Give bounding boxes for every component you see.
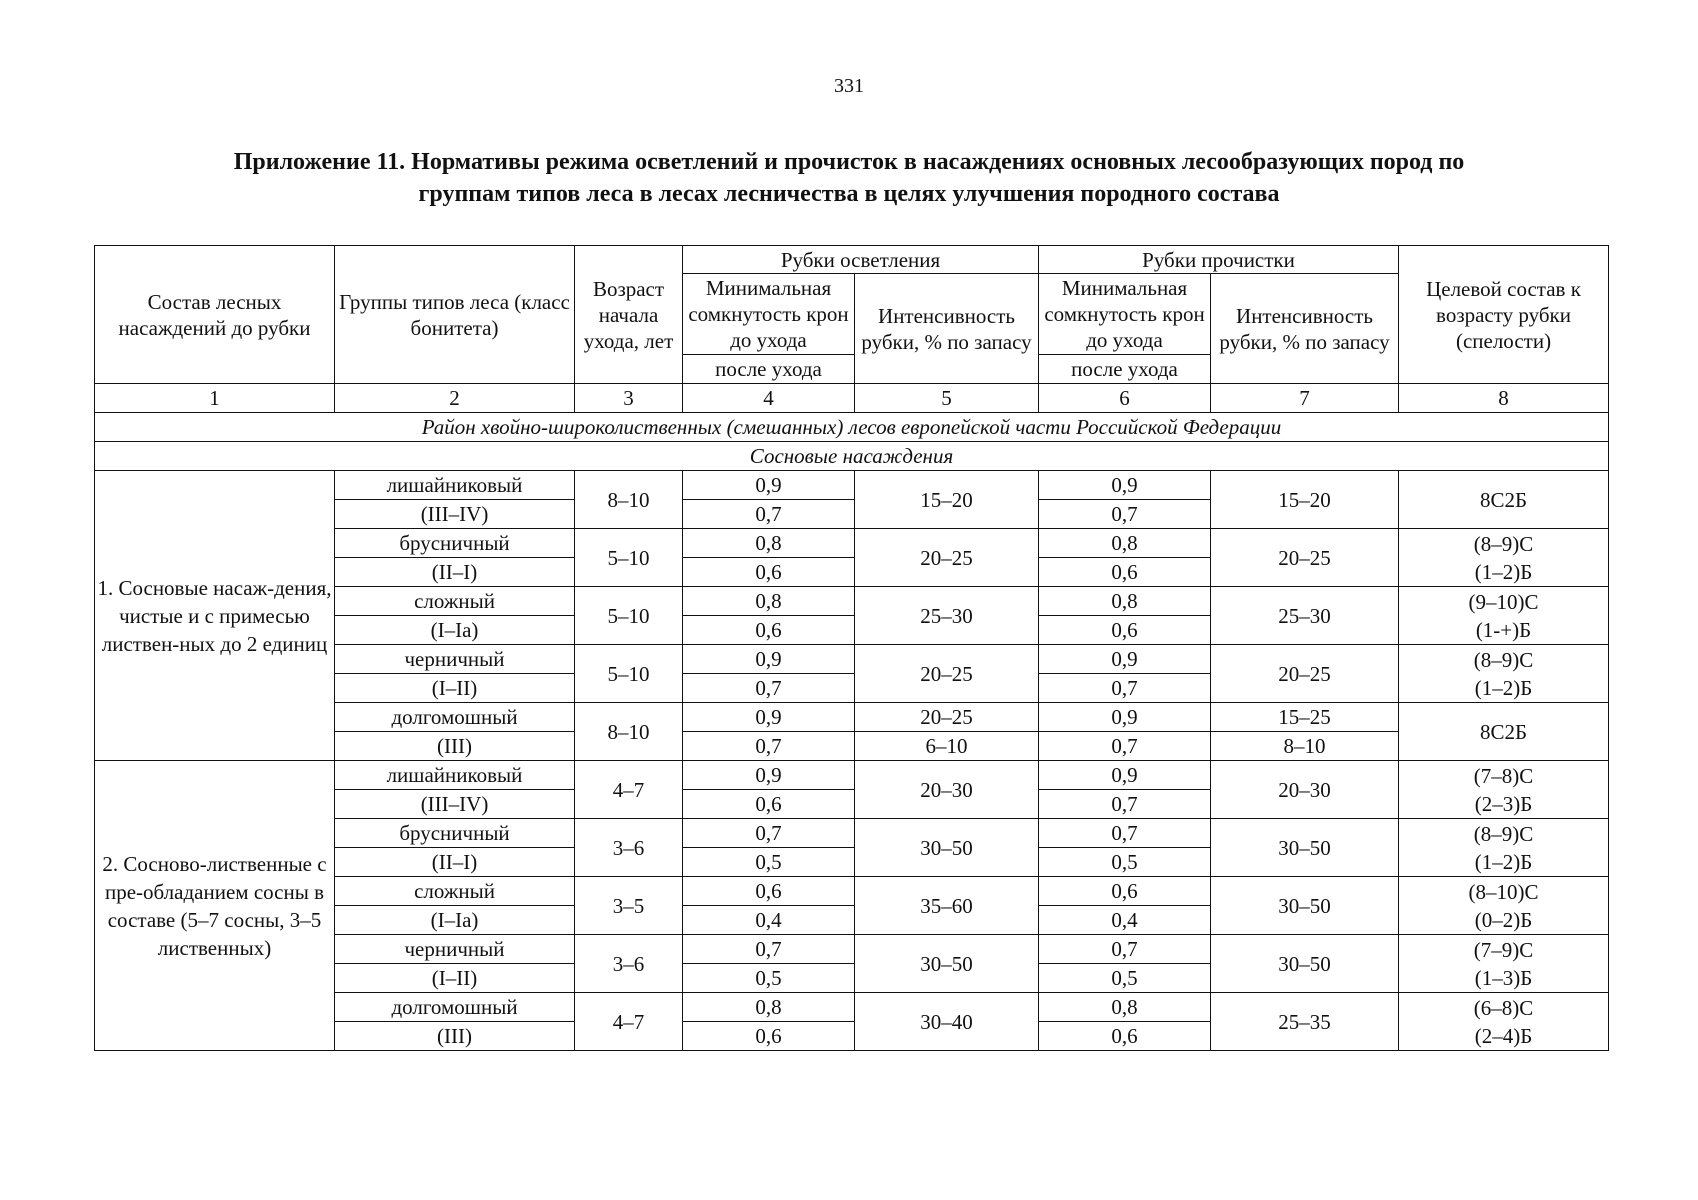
closure-after-osvetlenie: 0,6 bbox=[683, 616, 855, 645]
col-number: 5 bbox=[855, 384, 1039, 413]
intensity-prochistka-2: 8–10 bbox=[1211, 732, 1399, 761]
intensity-prochistka: 30–50 bbox=[1211, 819, 1399, 877]
closure-before-prochistka: 0,9 bbox=[1039, 761, 1211, 790]
target-line-1: (9–10)С bbox=[1468, 589, 1539, 614]
header-col2: Группы типов леса (класс бонитета) bbox=[335, 246, 575, 384]
intensity-osvetlenie: 35–60 bbox=[855, 877, 1039, 935]
header-min-closure-2: Минимальная сомкнутость крон до ухода bbox=[1039, 274, 1211, 355]
col-number: 8 bbox=[1399, 384, 1609, 413]
header-osvetlenie: Рубки осветления bbox=[683, 246, 1039, 274]
start-age: 5–10 bbox=[575, 587, 683, 645]
table-header bbox=[95, 246, 1609, 413]
closure-after-prochistka: 0,6 bbox=[1039, 616, 1211, 645]
document-title bbox=[60, 146, 1638, 210]
closure-after-osvetlenie: 0,5 bbox=[683, 848, 855, 877]
intensity-prochistka: 20–25 bbox=[1211, 645, 1399, 703]
intensity-osvetlenie-2: 6–10 bbox=[855, 732, 1039, 761]
target-line-2: (1-+)Б bbox=[1475, 617, 1532, 642]
start-age: 8–10 bbox=[575, 703, 683, 761]
target-line-2: (1–3)Б bbox=[1474, 965, 1533, 990]
closure-before-prochistka: 0,6 bbox=[1039, 877, 1211, 906]
bonitet-class: (III–IV) bbox=[335, 790, 575, 819]
forest-type: черничный bbox=[335, 935, 575, 964]
intensity-prochistka: 15–20 bbox=[1211, 471, 1399, 529]
intensity-osvetlenie: 30–40 bbox=[855, 993, 1039, 1051]
target-composition bbox=[1399, 819, 1609, 877]
norms-table bbox=[94, 245, 1609, 1051]
target-line-1: (7–8)С bbox=[1473, 763, 1534, 788]
start-age: 3–6 bbox=[575, 935, 683, 993]
bonitet-class: (II–I) bbox=[335, 848, 575, 877]
closure-before-osvetlenie: 0,9 bbox=[683, 471, 855, 500]
intensity-prochistka: 20–25 bbox=[1211, 529, 1399, 587]
column-numbers-row bbox=[95, 384, 1609, 413]
header-intensity-1: Интенсивность рубки, % по запасу bbox=[855, 274, 1039, 384]
header-col1: Состав лесных насаждений до рубки bbox=[95, 246, 335, 384]
header-after-1: после ухода bbox=[683, 355, 855, 384]
target-composition: 8С2Б bbox=[1399, 471, 1609, 529]
forest-type: черничный bbox=[335, 645, 575, 674]
closure-after-osvetlenie: 0,7 bbox=[683, 500, 855, 529]
region-heading: Район хвойно-широколиственных (смешанных) лесов европейской части Российской Федерации bbox=[95, 413, 1609, 442]
closure-before-prochistka: 0,8 bbox=[1039, 993, 1211, 1022]
target-composition bbox=[1399, 877, 1609, 935]
bonitet-class: (III) bbox=[335, 1022, 575, 1051]
closure-before-osvetlenie: 0,9 bbox=[683, 703, 855, 732]
closure-after-prochistka: 0,7 bbox=[1039, 500, 1211, 529]
intensity-prochistka: 15–25 bbox=[1211, 703, 1399, 732]
closure-before-prochistka: 0,9 bbox=[1039, 703, 1211, 732]
col-number: 3 bbox=[575, 384, 683, 413]
forest-type: долгомошный bbox=[335, 993, 575, 1022]
start-age: 8–10 bbox=[575, 471, 683, 529]
forest-type: брусничный bbox=[335, 819, 575, 848]
closure-after-osvetlenie: 0,7 bbox=[683, 732, 855, 761]
closure-before-osvetlenie: 0,8 bbox=[683, 993, 855, 1022]
forest-type: лишайниковый bbox=[335, 471, 575, 500]
bonitet-class: (I–II) bbox=[335, 674, 575, 703]
start-age: 3–5 bbox=[575, 877, 683, 935]
bonitet-class: (II–I) bbox=[335, 558, 575, 587]
closure-before-osvetlenie: 0,7 bbox=[683, 935, 855, 964]
col-number: 2 bbox=[335, 384, 575, 413]
subsection-heading: Сосновые насаждения bbox=[95, 442, 1609, 471]
bonitet-class: (III–IV) bbox=[335, 500, 575, 529]
start-age: 4–7 bbox=[575, 761, 683, 819]
header-after-2: после ухода bbox=[1039, 355, 1211, 384]
header-min-closure-1: Минимальная сомкнутость крон до ухода bbox=[683, 274, 855, 355]
closure-after-prochistka: 0,4 bbox=[1039, 906, 1211, 935]
target-composition: 8С2Б bbox=[1399, 703, 1609, 761]
closure-before-prochistka: 0,7 bbox=[1039, 819, 1211, 848]
closure-after-osvetlenie: 0,6 bbox=[683, 790, 855, 819]
intensity-osvetlenie: 30–50 bbox=[855, 935, 1039, 993]
closure-before-osvetlenie: 0,7 bbox=[683, 819, 855, 848]
start-age: 5–10 bbox=[575, 645, 683, 703]
closure-after-osvetlenie: 0,5 bbox=[683, 964, 855, 993]
closure-after-prochistka: 0,7 bbox=[1039, 790, 1211, 819]
header-prochistka: Рубки прочистки bbox=[1039, 246, 1399, 274]
closure-before-prochistka: 0,7 bbox=[1039, 935, 1211, 964]
target-line-2: (2–4)Б bbox=[1474, 1023, 1533, 1048]
target-line-1: (8–9)С bbox=[1473, 531, 1534, 556]
intensity-prochistka: 20–30 bbox=[1211, 761, 1399, 819]
closure-before-prochistka: 0,8 bbox=[1039, 587, 1211, 616]
col-number: 6 bbox=[1039, 384, 1211, 413]
closure-after-osvetlenie: 0,6 bbox=[683, 558, 855, 587]
intensity-osvetlenie: 30–50 bbox=[855, 819, 1039, 877]
closure-before-osvetlenie: 0,8 bbox=[683, 529, 855, 558]
bonitet-class: (I–Ia) bbox=[335, 616, 575, 645]
closure-after-prochistka: 0,6 bbox=[1039, 1022, 1211, 1051]
start-age: 3–6 bbox=[575, 819, 683, 877]
col-number: 7 bbox=[1211, 384, 1399, 413]
title-line-2: группам типов леса в лесах лесничества в целях улучшения породного состава bbox=[418, 181, 1280, 207]
closure-after-prochistka: 0,5 bbox=[1039, 848, 1211, 877]
target-line-2: (0–2)Б bbox=[1474, 907, 1533, 932]
closure-after-prochistka: 0,7 bbox=[1039, 732, 1211, 761]
intensity-osvetlenie: 20–25 bbox=[855, 703, 1039, 732]
intensity-prochistka: 25–35 bbox=[1211, 993, 1399, 1051]
closure-before-osvetlenie: 0,6 bbox=[683, 877, 855, 906]
intensity-osvetlenie: 20–30 bbox=[855, 761, 1039, 819]
intensity-osvetlenie: 15–20 bbox=[855, 471, 1039, 529]
target-composition bbox=[1399, 993, 1609, 1051]
closure-before-osvetlenie: 0,9 bbox=[683, 761, 855, 790]
forest-type: сложный bbox=[335, 877, 575, 906]
header-col8: Целевой состав к возрасту рубки (спелости) bbox=[1399, 246, 1609, 384]
intensity-prochistka: 30–50 bbox=[1211, 935, 1399, 993]
group-label: 2. Сосново-лиственные с пре-обладанием сосны в составе (5–7 сосны, 3–5 лиственных) bbox=[95, 761, 335, 1051]
target-line-1: (6–8)С bbox=[1473, 995, 1534, 1020]
target-composition bbox=[1399, 935, 1609, 993]
closure-before-osvetlenie: 0,9 bbox=[683, 645, 855, 674]
target-line-1: (8–9)С bbox=[1473, 821, 1534, 846]
closure-before-osvetlenie: 0,8 bbox=[683, 587, 855, 616]
col-number: 1 bbox=[95, 384, 335, 413]
target-line-2: (1–2)Б bbox=[1474, 559, 1533, 584]
target-line-1: (8–9)С bbox=[1473, 647, 1534, 672]
bonitet-class: (I–II) bbox=[335, 964, 575, 993]
target-composition bbox=[1399, 529, 1609, 587]
bonitet-class: (I–Ia) bbox=[335, 906, 575, 935]
target-composition bbox=[1399, 761, 1609, 819]
forest-type: сложный bbox=[335, 587, 575, 616]
table-body bbox=[95, 413, 1609, 1051]
start-age: 5–10 bbox=[575, 529, 683, 587]
header-intensity-2: Интенсивность рубки, % по запасу bbox=[1211, 274, 1399, 384]
forest-type: брусничный bbox=[335, 529, 575, 558]
closure-before-prochistka: 0,9 bbox=[1039, 645, 1211, 674]
forest-type: долгомошный bbox=[335, 703, 575, 732]
closure-after-osvetlenie: 0,7 bbox=[683, 674, 855, 703]
closure-after-prochistka: 0,6 bbox=[1039, 558, 1211, 587]
group-label: 1. Сосновые насаж-дения, чистые и с примесью листвен-ных до 2 единиц bbox=[95, 471, 335, 761]
intensity-osvetlenie: 20–25 bbox=[855, 529, 1039, 587]
target-line-2: (1–2)Б bbox=[1474, 849, 1533, 874]
start-age: 4–7 bbox=[575, 993, 683, 1051]
intensity-prochistka: 30–50 bbox=[1211, 877, 1399, 935]
intensity-prochistka: 25–30 bbox=[1211, 587, 1399, 645]
target-line-1: (8–10)С bbox=[1468, 879, 1539, 904]
closure-after-prochistka: 0,5 bbox=[1039, 964, 1211, 993]
target-line-2: (1–2)Б bbox=[1474, 675, 1533, 700]
col-number: 4 bbox=[683, 384, 855, 413]
target-line-1: (7–9)С bbox=[1473, 937, 1534, 962]
bonitet-class: (III) bbox=[335, 732, 575, 761]
header-col3: Возраст начала ухода, лет bbox=[575, 246, 683, 384]
forest-type: лишайниковый bbox=[335, 761, 575, 790]
target-line-2: (2–3)Б bbox=[1474, 791, 1533, 816]
table-row bbox=[95, 761, 1609, 790]
closure-before-prochistka: 0,9 bbox=[1039, 471, 1211, 500]
title-line-1: Приложение 11. Нормативы режима осветлений и прочисток в насаждениях основных лесообразующих пород по bbox=[233, 149, 1465, 175]
closure-after-osvetlenie: 0,4 bbox=[683, 906, 855, 935]
target-composition bbox=[1399, 587, 1609, 645]
page-number: 331 bbox=[834, 75, 864, 97]
closure-after-osvetlenie: 0,6 bbox=[683, 1022, 855, 1051]
target-composition bbox=[1399, 645, 1609, 703]
intensity-osvetlenie: 20–25 bbox=[855, 645, 1039, 703]
closure-after-prochistka: 0,7 bbox=[1039, 674, 1211, 703]
intensity-osvetlenie: 25–30 bbox=[855, 587, 1039, 645]
closure-before-prochistka: 0,8 bbox=[1039, 529, 1211, 558]
table-row bbox=[95, 471, 1609, 500]
